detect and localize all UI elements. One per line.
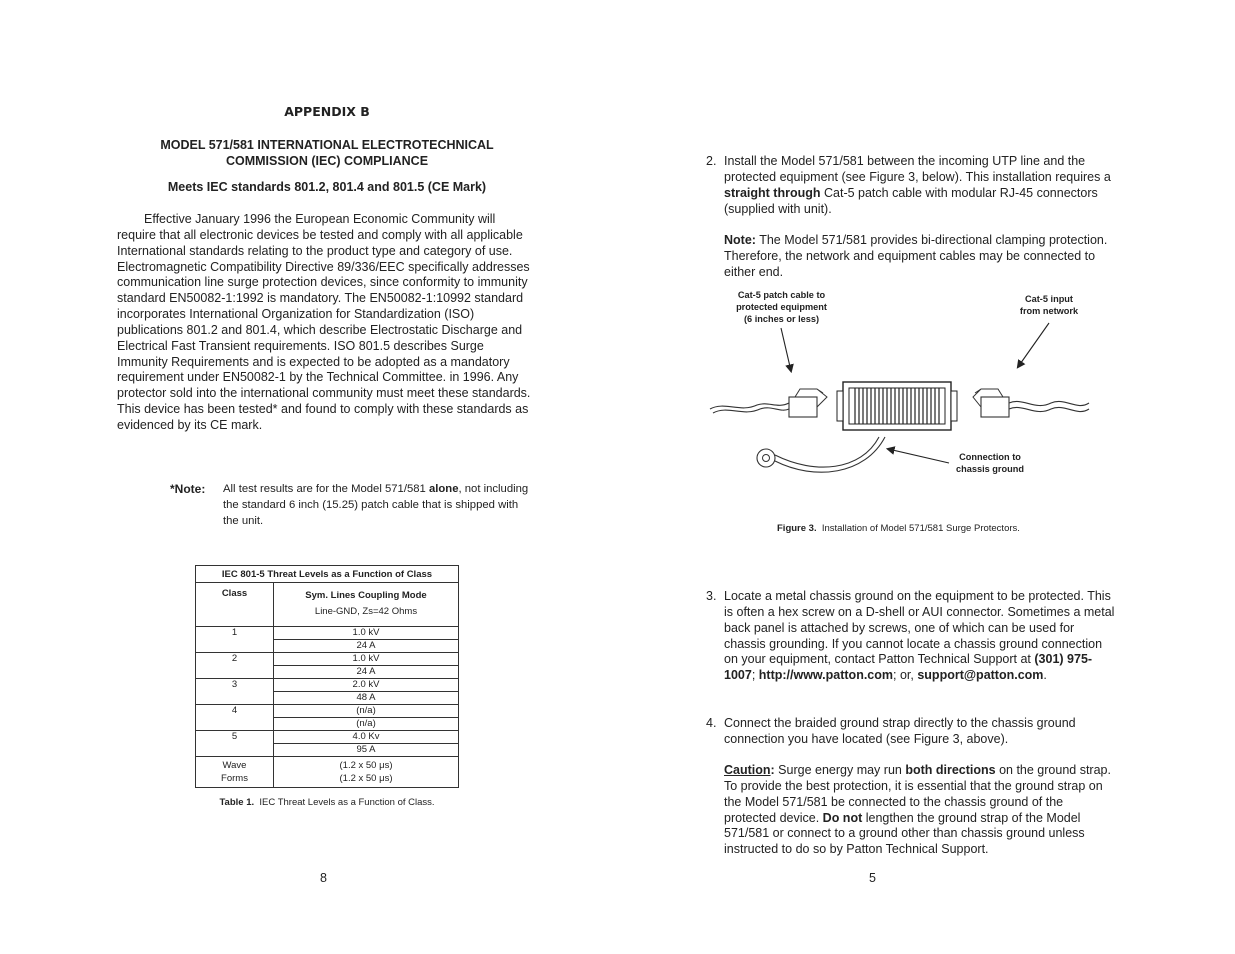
network-input-label	[1005, 293, 1093, 317]
step-2-note	[706, 233, 1118, 281]
network-input-label-line1: Cat-5 input	[1025, 294, 1073, 304]
intro-paragraph: Effective January 1996 the European Economic Community will require that all electronic devices be tested and comply with all applicable International standards relating to the product type and category of use. Electromagnetic Compatibility Directive 89/336/EEC specifically addresses communication line surge protection devices, since conformity to immunity standard EN50082-1:1992 is mandatory. The EN50082-1:10992 standard incorporates International Organization for Standardization (ISO) publications 801.2 and 801.4, which describe Electrostatic Discharge and Electrical Fast Transient requirements. ISO 801.5 describes Surge Immunity Requirements and is expected to be adopted as a mandatory requirement under EN50082-1 by the Technical Committee. in 1996. Any protector sold into the international community must meet these standards. This device has been tested* and found to comply with these standards as evidenced by its CE mark.	[117, 212, 531, 432]
step-3-end: .	[1043, 668, 1047, 683]
installation-diagram	[705, 285, 1105, 485]
table-class-cell: 3	[196, 679, 274, 705]
right-connector	[973, 389, 1009, 417]
left-cable	[710, 403, 789, 409]
note-text-bold: alone	[428, 483, 459, 495]
note-text	[223, 482, 533, 529]
table-caption	[195, 797, 459, 808]
table-header-class: Class	[196, 583, 274, 627]
left-connector	[789, 389, 827, 417]
appendix-title: APPENDIX B	[284, 104, 370, 119]
support-phone: (301) 975-1007	[724, 652, 1093, 683]
step-2-note-body: The Model 571/581 provides bi-directional clamping protection. Therefore, the network and equipment cables may be connected to either end.	[724, 233, 1108, 279]
table-wave-label-line2: Forms	[221, 773, 248, 784]
section-title	[117, 137, 537, 169]
caution-label: Caution	[724, 763, 771, 777]
figure-caption	[777, 523, 1020, 534]
step-4	[706, 716, 1118, 748]
caution-block	[706, 763, 1118, 858]
table-class-cell: 2	[196, 653, 274, 679]
note-text-before: All test results are for the Model 571/581	[223, 483, 429, 495]
step-3-text-before: Locate a metal chassis ground on the equipment to be protected. This is often a hex screw on a D-shell or AUI connector. Sometimes a metal back panel is attached by screws, one of which can be used for chassis grounding. If you cannot locate a chassis ground connection on your equipment, contact Patton Technical Support at	[724, 589, 1115, 667]
patch-cable-label	[719, 289, 844, 325]
step-2	[706, 154, 1118, 217]
table-value-cell: (n/a)	[274, 705, 459, 718]
table-header-coupling-title: Sym. Lines Coupling Mode	[305, 590, 427, 601]
step-3	[706, 589, 1118, 684]
step-4-text: Connect the braided ground strap directly to the chassis ground connection you have located (see Figure 3, above).	[724, 716, 1076, 746]
step-number: 4.	[706, 716, 717, 730]
step-3-sep2: ; or,	[893, 668, 918, 683]
table-caption-label: Table 1.	[219, 797, 255, 808]
step-number: 3.	[706, 589, 717, 603]
figure-caption-text: Installation of Model 571/581 Surge Protectors.	[821, 523, 1020, 534]
patch-cable-label-line1: Cat-5 patch cable to	[737, 290, 826, 300]
support-url: http://www.patton.com	[758, 668, 894, 683]
step-2-text-bold: straight through	[724, 185, 821, 200]
surge-protector-body	[837, 382, 957, 430]
table-class-cell: 1	[196, 627, 274, 653]
table-value-cell: 24 A	[274, 640, 459, 653]
page-number-right: 5	[869, 871, 876, 885]
table-value-cell: (n/a)	[274, 718, 459, 731]
step-2-note-label: Note:	[724, 233, 756, 247]
table-title: IEC 801-5 Threat Levels as a Function of Class	[196, 566, 459, 583]
step-2-text	[724, 154, 1118, 217]
right-cable	[1009, 401, 1089, 405]
table-value-cell: 95 A	[274, 744, 459, 757]
table-wave-value: (1.2 x 50 μs)	[339, 773, 393, 784]
table-value-cell: 1.0 kV	[274, 627, 459, 640]
step-2-note-text	[724, 233, 1118, 281]
ground-arrow	[888, 449, 949, 463]
caution-bold1: both directions	[905, 763, 996, 777]
step-3-text	[724, 589, 1118, 684]
ground-strap	[757, 437, 885, 472]
table-header-coupling-sub: Line-GND, Zs=42 Ohms	[314, 606, 418, 617]
table-wave-values	[274, 757, 459, 788]
step-number: 2.	[706, 154, 717, 168]
section-title-line2: COMMISSION (IEC) COMPLIANCE	[225, 154, 429, 168]
table-caption-text: IEC Threat Levels as a Function of Class.	[259, 797, 435, 808]
ground-label	[945, 451, 1035, 475]
note-text-after: , not including the standard 6 inch (15.25) patch cable that is shipped with the unit.	[223, 483, 529, 527]
table-wave-label-line1: Wave	[222, 760, 247, 771]
patch-cable-arrow	[781, 328, 791, 371]
table-value-cell: 4.0 Kv	[274, 731, 459, 744]
iec-threat-table	[195, 565, 459, 788]
caution-text	[724, 763, 1118, 858]
caution-bold2: Do not	[822, 810, 863, 825]
table-class-cell: 4	[196, 705, 274, 731]
section-title-line1: MODEL 571/581 INTERNATIONAL ELECTROTECHNICAL	[160, 138, 494, 152]
table-wave-value: (1.2 x 50 μs)	[339, 760, 393, 771]
caution-colon: :	[770, 763, 775, 777]
page-number-left: 8	[320, 871, 327, 885]
table-class-cell: 5	[196, 731, 274, 757]
step-2-text-before: Install the Model 571/581 between the incoming UTP line and the protected equipment (see Figure 3, below). This installation requires a	[724, 154, 1111, 184]
section-subtitle: Meets IEC standards 801.2, 801.4 and 801.5 (CE Mark)	[167, 180, 487, 194]
table-value-cell: 1.0 kV	[274, 653, 459, 666]
caution-text3: lengthen the ground strap of the Model 571/581 or connect to a ground other than chassis ground unless instructed to do so by Patton Technical Support.	[724, 810, 1085, 857]
figure-caption-label: Figure 3.	[777, 523, 817, 534]
patch-cable-label-line2: protected equipment	[736, 302, 827, 312]
network-input-arrow	[1018, 323, 1049, 367]
support-email: support@patton.com	[917, 668, 1044, 683]
table-value-cell: 24 A	[274, 666, 459, 679]
step-2-text-after: Cat-5 patch cable with modular RJ-45 connectors (supplied with unit).	[724, 185, 1098, 216]
table-header-coupling	[274, 583, 459, 627]
ground-label-line1: Connection to	[959, 452, 1021, 462]
table-value-cell: 2.0 kV	[274, 679, 459, 692]
ground-label-line2: chassis ground	[956, 464, 1024, 474]
network-input-label-line2: from network	[1019, 306, 1079, 316]
step-3-sep1: ;	[751, 668, 759, 683]
table-wave-label	[196, 757, 274, 788]
caution-text2: on the ground strap. To provide the best protection, it is essential that the ground strap on the Model 571/581 be connected to the chassis ground of the protected device.	[724, 763, 1111, 825]
table-value-cell: 48 A	[274, 692, 459, 705]
caution-text1: Surge energy may run	[774, 763, 906, 777]
patch-cable-label-line3: (6 inches or less)	[743, 314, 820, 324]
note-label: *Note:	[170, 482, 206, 496]
